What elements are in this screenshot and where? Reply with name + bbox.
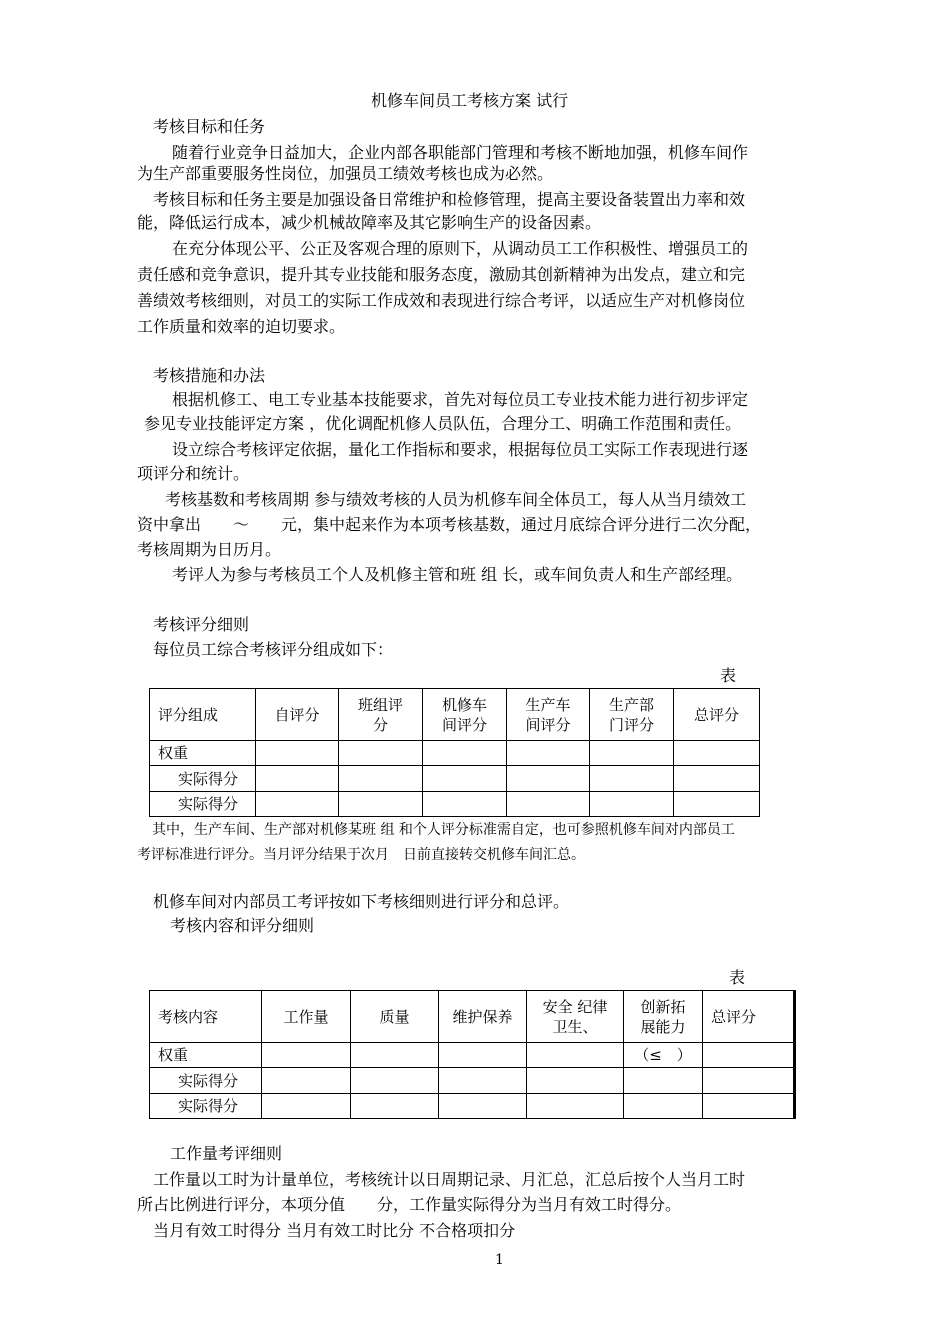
row-label: 实际得分 — [150, 766, 256, 792]
paragraph-line: 为生产部重要服务性岗位，加强员工绩效考核也成为必然。 — [137, 164, 554, 183]
page-title: 机修车间员工考核方案 试行 — [371, 91, 569, 110]
paragraph-line: 能，降低运行成本，减少机械故障率及其它影响生产的设备因素。 — [137, 213, 602, 232]
table-cell — [590, 792, 674, 817]
header-cell: 考核内容 — [150, 991, 262, 1043]
header-cell: 生产部 门评分 — [590, 689, 674, 741]
table-cell — [527, 1094, 624, 1119]
paragraph-line: 项评分和统计。 — [137, 464, 250, 483]
paragraph-line: 考评人为参与考核员工个人及机修主管和班 组 长，或车间负责人和生产部经理。 — [172, 565, 743, 584]
table-cell — [439, 1094, 527, 1119]
table-intro: 每位员工综合考核评分组成如下： — [153, 640, 394, 659]
table-cell — [590, 741, 674, 766]
paragraph-line: 参见专业技能评定方案 ，优化调配机修人员队伍，合理分工、明确工作范围和责任。 — [144, 414, 742, 433]
table-cell — [339, 741, 423, 766]
paragraph-line: 考核基数和考核周期 参与绩效考核的人员为机修车间全体员工，每人从当月绩效工 — [165, 490, 747, 509]
section-heading-workload: 工作量考评细则 — [170, 1144, 283, 1163]
table-row — [150, 741, 760, 766]
table-cell — [262, 1043, 351, 1068]
page-number: 1 — [495, 1252, 504, 1268]
paragraph-line: 根据机修工、电工专业基本技能要求，首先对每位员工专业技术能力进行初步评定 — [172, 390, 749, 409]
paragraph-line: 工作质量和效率的迫切要求。 — [137, 317, 346, 336]
table-cell — [262, 1068, 351, 1094]
paragraph-line: 善绩效考核细则，对员工的实际工作成效和表现进行综合考评，以适应生产对机修岗位 — [137, 291, 746, 310]
table-cell — [703, 1043, 795, 1068]
section-heading-details: 考核内容和评分细则 — [170, 916, 315, 935]
table-cell — [339, 766, 423, 792]
paragraph-line: 工作量以工时为计量单位，考核统计以日周期记录、月汇总，汇总后按个人当月工时 — [153, 1170, 746, 1189]
table-label: 表 — [729, 968, 746, 987]
table-cell — [423, 792, 507, 817]
table-cell — [439, 1068, 527, 1094]
table-cell — [423, 766, 507, 792]
header-cell: 生产车 间评分 — [507, 689, 590, 741]
header-cell: 安全 纪律 卫生、 — [527, 991, 624, 1043]
paragraph-line: 资中拿出 ～ 元，集中起来作为本项考核基数，通过月底综合评分进行二次分配， — [137, 515, 762, 534]
table-note-line: 其中，生产车间、生产部对机修某班 组 和个人评分标准需自定，也可参照机修车间对内部员工 — [152, 822, 735, 838]
row-label: 权重 — [150, 1043, 262, 1068]
table-cell — [423, 741, 507, 766]
table-cell — [674, 766, 760, 792]
table-cell — [256, 741, 339, 766]
table-cell — [674, 741, 760, 766]
table-cell — [339, 792, 423, 817]
section-heading-scoring: 考核评分细则 — [153, 615, 250, 634]
table-cell — [703, 1068, 795, 1094]
paragraph-line: 责任感和竞争意识，提升其专业技能和服务态度，激励其创新精神为出发点，建立和完 — [137, 265, 746, 284]
table-cell — [256, 766, 339, 792]
paragraph-line: 考核周期为日历月。 — [137, 540, 282, 559]
table-row — [150, 1094, 795, 1119]
assessment-content-table — [149, 990, 796, 1119]
table-row — [150, 792, 760, 817]
table-cell — [351, 1094, 439, 1119]
paragraph-line: 设立综合考核评定依据，量化工作指标和要求，根据每位员工实际工作表现进行逐 — [172, 440, 749, 459]
header-cell: 机修车 间评分 — [423, 689, 507, 741]
table-cell — [527, 1068, 624, 1094]
table-cell — [624, 1068, 703, 1094]
table-cell: （≤ ） — [624, 1043, 703, 1068]
section-heading-measures: 考核措施和办法 — [153, 366, 266, 385]
row-label: 实际得分 — [150, 792, 256, 817]
scoring-composition-table — [149, 688, 760, 817]
table-header-row — [150, 991, 795, 1043]
table-row — [150, 1068, 795, 1094]
paragraph-line: 所占比例进行评分，本项分值 分，工作量实际得分为当月有效工时得分。 — [137, 1195, 682, 1214]
table-cell — [351, 1068, 439, 1094]
table-cell — [507, 792, 590, 817]
table-cell — [624, 1094, 703, 1119]
table-cell — [256, 792, 339, 817]
table-row — [150, 766, 760, 792]
row-label: 实际得分 — [150, 1094, 262, 1119]
table-cell — [674, 792, 760, 817]
section-intro: 机修车间对内部员工考评按如下考核细则进行评分和总评。 — [153, 892, 570, 911]
paragraph-line: 在充分体现公平、公正及客观合理的原则下，从调动员工工作积极性、增强员工的 — [172, 239, 749, 258]
row-label: 实际得分 — [150, 1068, 262, 1094]
header-cell: 自评分 — [256, 689, 339, 741]
table-cell — [507, 766, 590, 792]
table-cell — [439, 1043, 527, 1068]
table-cell — [351, 1043, 439, 1068]
table-cell — [262, 1094, 351, 1119]
table-note-line: 考评标准进行评分。当月评分结果于次月 日前直接转交机修车间汇总。 — [137, 847, 585, 863]
header-cell: 总评分 — [703, 991, 795, 1043]
header-cell: 班组评 分 — [339, 689, 423, 741]
header-cell: 维护保养 — [439, 991, 527, 1043]
header-cell: 工作量 — [262, 991, 351, 1043]
header-cell: 质量 — [351, 991, 439, 1043]
table-row — [150, 1043, 795, 1068]
header-cell: 总评分 — [674, 689, 760, 741]
row-label: 权重 — [150, 741, 256, 766]
table-cell — [590, 766, 674, 792]
paragraph-line: 考核目标和任务主要是加强设备日常维护和检修管理，提高主要设备装置出力率和效 — [153, 190, 746, 209]
table-cell — [703, 1094, 795, 1119]
table-cell — [527, 1043, 624, 1068]
header-cell: 评分组成 — [150, 689, 256, 741]
paragraph-line: 当月有效工时得分 当月有效工时比分 不合格项扣分 — [153, 1221, 516, 1240]
table-cell — [507, 741, 590, 766]
header-cell: 创新拓 展能力 — [624, 991, 703, 1043]
table-label: 表 — [720, 666, 737, 685]
table-header-row — [150, 689, 760, 741]
section-heading-goals: 考核目标和任务 — [153, 117, 266, 136]
paragraph-line: 随着行业竞争日益加大，企业内部各职能部门管理和考核不断地加强，机修车间作 — [172, 143, 749, 162]
